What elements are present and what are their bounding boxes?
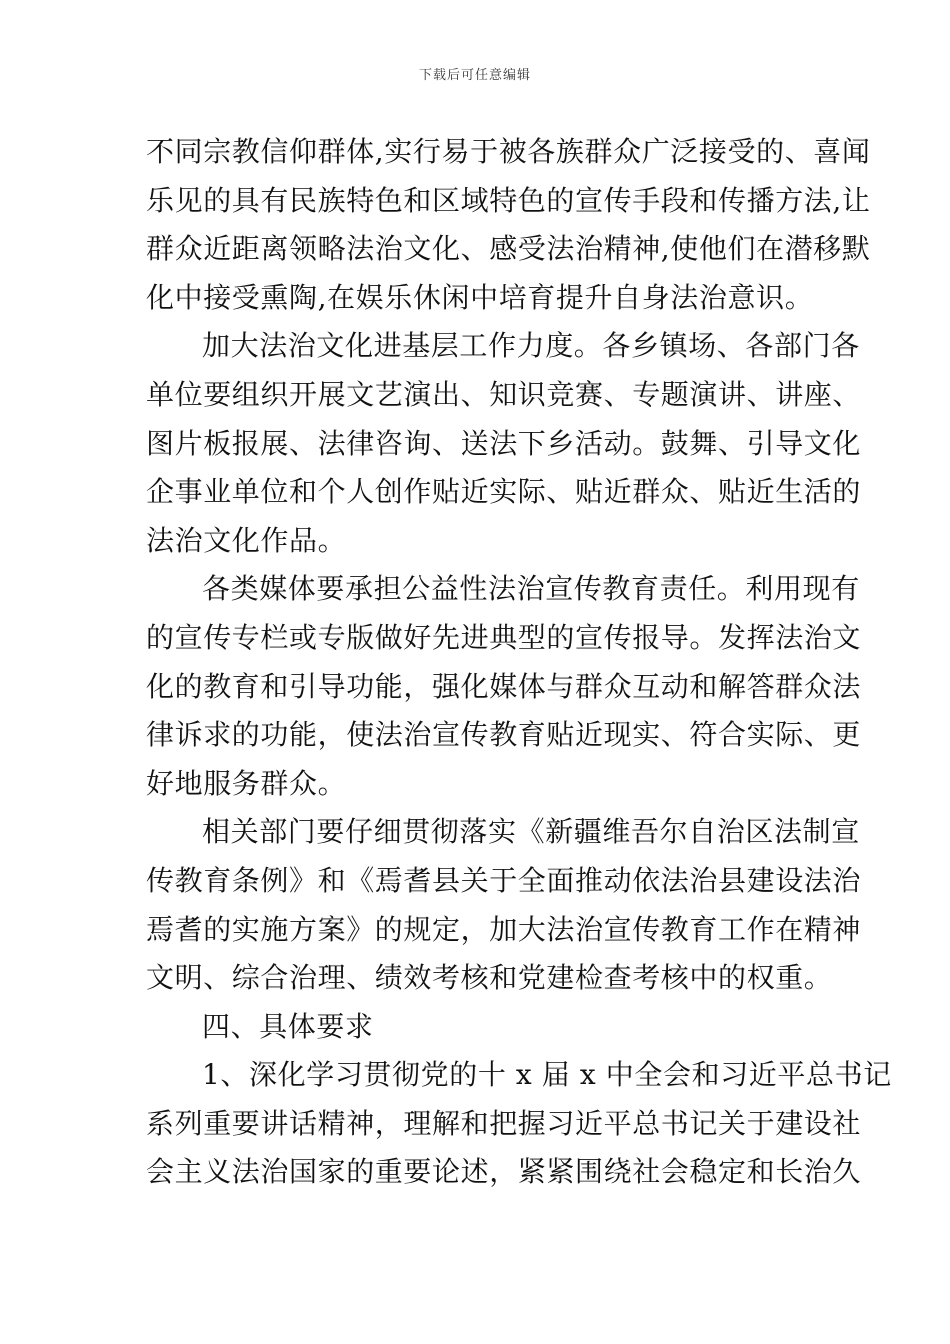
text-line: 企事业单位和个人创作贴近实际、贴近群众、贴近生活的 xyxy=(146,475,862,509)
text-line: 相关部门要仔细贯彻落实《新疆维吾尔自治区法制宣 xyxy=(202,815,860,849)
text-line: 文明、综合治理、绩效考核和党建检查考核中的权重。 xyxy=(146,961,833,995)
text-line: 化中接受熏陶,在娱乐休闲中培育提升自身法治意识。 xyxy=(146,280,814,314)
text-line: 的宣传专栏或专版做好先进典型的宣传报导。发挥法治文 xyxy=(146,620,862,654)
text-line: 系列重要讲话精神，理解和把握习近平总书记关于建设社 xyxy=(146,1106,862,1140)
text-line: 单位要组织开展文艺演出、知识竞赛、专题演讲、讲座、 xyxy=(146,377,862,411)
text-line: 乐见的具有民族特色和区域特色的宣传手段和传播方法,让 xyxy=(146,183,871,217)
text-line: 传教育条例》和《焉耆县关于全面推动依法治县建设法治 xyxy=(146,863,862,897)
text-line: 图片板报展、法律咨询、送法下乡活动。鼓舞、引导文化 xyxy=(146,426,862,460)
text-line: 1、深化学习贯彻党的十 x 届 x 中全会和习近平总书记 xyxy=(202,1058,892,1092)
text-line: 群众近距离领略法治文化、感受法治精神,使他们在潜移默 xyxy=(146,232,871,266)
text-line: 加大法治文化进基层工作力度。各乡镇场、各部门各 xyxy=(202,329,860,363)
text-line: 不同宗教信仰群体,实行易于被各族群众广泛接受的、喜闻 xyxy=(146,135,871,168)
text-line: 会主义法治国家的重要论述，紧紧围绕社会稳定和长治久 xyxy=(146,1155,862,1189)
text-line: 好地服务群众。 xyxy=(146,766,347,800)
text-line: 法治文化作品。 xyxy=(146,523,347,557)
document-body xyxy=(146,128,892,1197)
text-line: 各类媒体要承担公益性法治宣传教育责任。利用现有 xyxy=(202,572,860,606)
section-heading: 四、具体要求 xyxy=(202,1009,374,1043)
page-header: 下载后可任意编辑 xyxy=(418,68,531,83)
text-line: 焉耆的实施方案》的规定，加大法治宣传教育工作在精神 xyxy=(146,912,862,946)
text-line: 律诉求的功能，使法治宣传教育贴近现实、符合实际、更 xyxy=(146,718,862,752)
text-line: 化的教育和引导功能，强化媒体与群众互动和解答群众法 xyxy=(146,669,862,703)
